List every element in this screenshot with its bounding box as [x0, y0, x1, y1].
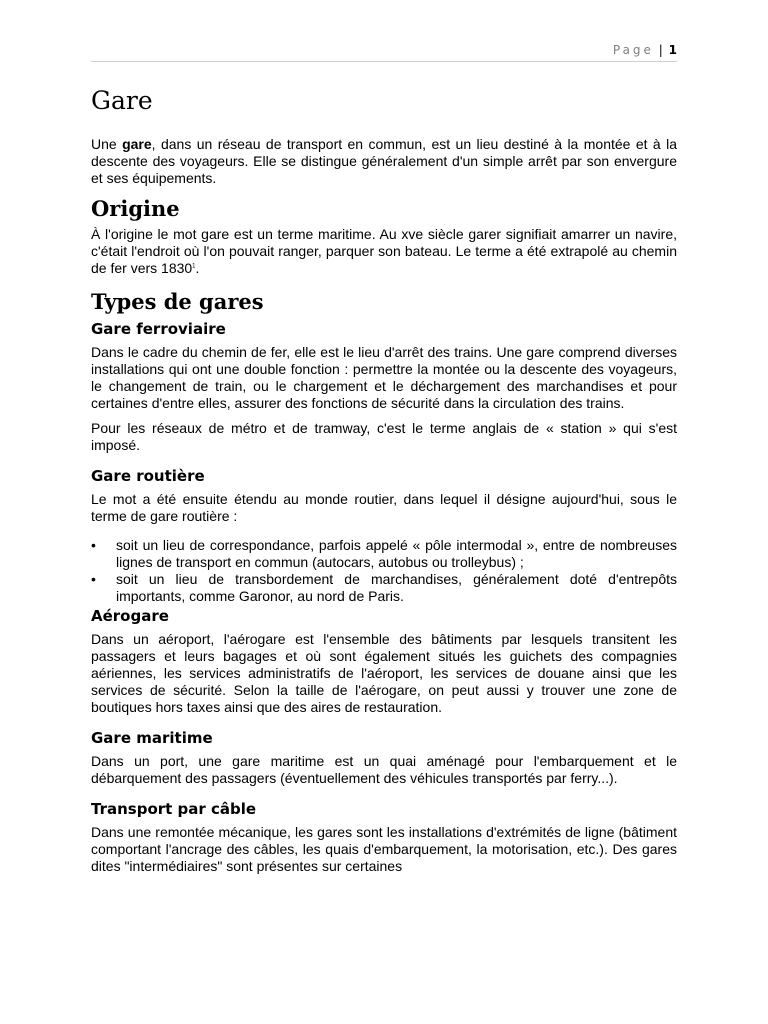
subheading-gare-ferroviaire: Gare ferroviaire: [91, 320, 226, 338]
bullet-icon: •: [91, 571, 96, 587]
cable-paragraph: Dans une remontée mécanique, les gares sont les installations d'extrémités de ligne (bâtiment comportant l'ancrage des câbles, les quais d'embarquement, la motorisation, etc.). Des gares dites "intermédiaires" sont présentes sur certaines: [91, 824, 677, 874]
routiere-list: [91, 537, 677, 605]
routiere-paragraph: Le mot a été ensuite étendu au monde routier, dans lequel il désigne aujourd'hui, sous le terme de gare routière :: [91, 491, 677, 524]
page-number: 1: [668, 43, 677, 57]
intro-paragraph: [91, 136, 677, 187]
list-item: [91, 571, 677, 605]
document-body: [91, 80, 677, 879]
section-heading-origine: Origine: [91, 196, 180, 221]
subheading-transport-cable: Transport par câble: [91, 800, 257, 818]
section-heading-types: Types de gares: [91, 289, 264, 314]
page-header: [91, 41, 677, 62]
list-item: [91, 537, 677, 571]
origine-text-end: .: [195, 260, 200, 276]
list-item-text: soit un lieu de transbordement de marchandises, généralement doté d'entrepôts importants, comme Garonor, au nord de Paris.: [116, 571, 677, 604]
page-label: Page: [612, 43, 654, 57]
footnote-ref[interactable]: 1: [192, 263, 196, 270]
intro-bold-term: gare: [122, 136, 152, 152]
maritime-paragraph: Dans un port, une gare maritime est un quai aménagé pour l'embarquement et le débarquement des passagers (éventuellement des véhicules transportés par ferry...).: [91, 753, 677, 786]
intro-text-start: Une: [91, 136, 123, 152]
subheading-gare-routiere: Gare routière: [91, 467, 205, 485]
subheading-aerogare: Aérogare: [91, 607, 169, 625]
aerogare-paragraph: Dans un aéroport, l'aérogare est l'ensemble des bâtiments par lesquels transitent les passagers et leurs bagages et où sont également situés les guichets des compagnies aériennes, les services administratifs de l'aéroport, les services de douane ainsi que les services de sécurité. Selon la taille de l'aérogare, on peut aussi y trouver une zone de boutiques hors taxes ainsi que des aires de restauration.: [91, 631, 677, 715]
document-title: Gare: [91, 86, 153, 115]
origine-text: À l'origine le mot gare est un terme maritime. Au xve siècle garer signifiait amarrer un navire, c'était l'endroit où l'on pouvait ranger, parquer son bateau. Le terme a été extrapolé au chemin de fer vers 1830: [91, 226, 677, 276]
header-separator: |: [658, 43, 663, 57]
bullet-icon: •: [91, 537, 96, 553]
intro-text-end: , dans un réseau de transport en commun, est un lieu destiné à la montée et à la descente des voyageurs. Elle se distingue généralement d'un simple arrêt par son envergure et ses équipements.: [91, 136, 678, 186]
list-item-text: soit un lieu de correspondance, parfois appelé « pôle intermodal », entre de nombreuses lignes de transport en commun (autocars, autobus ou trolleybus) ;: [116, 537, 677, 570]
subheading-gare-maritime: Gare maritime: [91, 729, 213, 747]
ferroviaire-paragraph-2: Pour les réseaux de métro et de tramway, c'est le terme anglais de « station » qui s'est imposé.: [91, 420, 677, 453]
ferroviaire-paragraph-1: Dans le cadre du chemin de fer, elle est le lieu d'arrêt des trains. Une gare comprend diverses installations qui ont une double fonction : permettre la montée ou la descente des voyageurs, le changement de train, ou le chargement et le déchargement des marchandises et pour certaines d'entre elles, assurer des fonctions de sécurité dans la circulation des trains.: [91, 344, 677, 411]
origine-paragraph: [91, 226, 677, 277]
